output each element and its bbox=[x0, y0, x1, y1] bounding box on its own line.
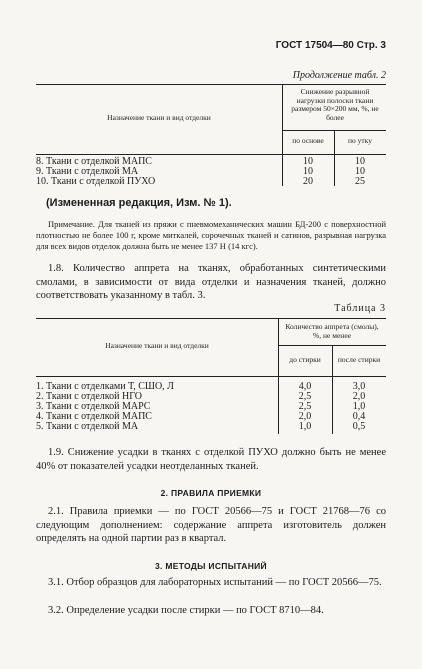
table3-header-rule bbox=[36, 376, 386, 377]
section-3-heading: 3. МЕТОДЫ ИСПЫТАНИЙ bbox=[155, 561, 267, 571]
table3-row: 1. Ткани с отделками Т, СШО, Л bbox=[36, 381, 174, 392]
table2-cell: 25 bbox=[355, 176, 365, 187]
amendment-note: (Измененная редакция, Изм. № 1). bbox=[46, 197, 232, 209]
table2-cell: 10 bbox=[355, 166, 365, 177]
table3-col-before: до стирки bbox=[289, 355, 321, 364]
table2-continuation: Продолжение табл. 2 bbox=[292, 70, 386, 81]
table3-caption: Таблица 3 bbox=[334, 303, 386, 314]
table3-col-after: после стирки bbox=[337, 355, 381, 364]
table2-col-warp: по основе bbox=[292, 136, 324, 145]
table2-cell: 10 bbox=[355, 156, 365, 167]
table3-cell: 2,5 bbox=[298, 401, 312, 412]
table3-divider bbox=[278, 318, 279, 376]
table2-cell: 20 bbox=[303, 176, 313, 187]
table2-row: 10. Ткани с отделкой ПУХО bbox=[36, 176, 156, 187]
table3-cell: 1,0 bbox=[352, 401, 366, 412]
table3-row: 2. Ткани с отделкой НГО bbox=[36, 391, 142, 402]
table2-col-weft: по утку bbox=[348, 136, 372, 145]
table3-cell: 2,0 bbox=[298, 411, 312, 422]
table2-cell: 10 bbox=[303, 156, 313, 167]
table2-body-divider bbox=[282, 154, 283, 186]
table3-cell: 0,5 bbox=[352, 421, 366, 432]
table3-cell: 2,0 bbox=[352, 391, 366, 402]
table3-col-name: Назначение ткани и вид отделки bbox=[105, 341, 209, 350]
table2-row: 9. Ткани с отделкой МА bbox=[36, 166, 139, 177]
paragraph-1-9: 1.9. Снижение усадки в тканях с отделкой ПУХО должно быть не менее 40% от показателей усадки неотделанных тканей. bbox=[36, 447, 386, 472]
table3-cell: 2,5 bbox=[298, 391, 312, 402]
table3-cell: 0,4 bbox=[352, 411, 366, 422]
table2-col-name: Назначение ткани и вид отделки bbox=[107, 113, 211, 122]
paragraph-1-8: 1.8. Количество аппрета на тканях, обработанных синтетическими смолами, в зависимости от вида отделки и назначения тканей, должно соответствовать указанному в табл. 3. bbox=[36, 263, 386, 301]
table-footnote: Примечание. Для тканей из пряжи с пневмомеханических машин БД-200 с поверхностной плотностью не более 100 г, кроме миткалей, сорочечных тканей и сатинов, разрывная нагрузка для всех видов отделок должна быть не менее 137 Н (14 кгс). bbox=[36, 219, 386, 251]
table2-row: 8. Ткани с отделкой МАПС bbox=[36, 156, 152, 167]
table3-cell: 4,0 bbox=[298, 381, 312, 392]
table3-col-group: Количество аппрета (смолы), %, не менее bbox=[285, 322, 379, 340]
table3-row: 4. Ткани с отделкой МАПС bbox=[36, 411, 152, 422]
table2-body-subdivider bbox=[334, 154, 335, 186]
paragraph-2-1: 2.1. Правила приемки — по ГОСТ 20566—75 и ГОСТ 21768—76 со следующим дополнением: содержание аппрета изготовитель должен определять на одной партии раз в квартал. bbox=[36, 506, 386, 544]
table2-cell: 10 bbox=[303, 166, 313, 177]
table2-group-rule bbox=[282, 130, 386, 131]
paragraph-3-2: 3.2. Определение усадки после стирки — по ГОСТ 8710—84. bbox=[48, 605, 324, 616]
table2-col-group: Снижение разрывной нагрузки полоски ткани размером 50×200 мм, %, не более bbox=[291, 87, 379, 122]
table3-cell: 3,0 bbox=[352, 381, 366, 392]
page-header: ГОСТ 17504—80 Стр. 3 bbox=[275, 40, 386, 51]
table3-body-subdivider bbox=[332, 376, 333, 434]
table3-group-rule bbox=[278, 345, 386, 346]
paragraph-3-1: 3.1. Отбор образцов для лабораторных испытаний — по ГОСТ 20566—75. bbox=[48, 577, 382, 588]
table2-top-rule bbox=[36, 84, 386, 85]
table3-cell: 1,0 bbox=[298, 421, 312, 432]
table3-top-rule bbox=[36, 318, 386, 319]
table3-row: 3. Ткани с отделкой МАРС bbox=[36, 401, 151, 412]
table3-row: 5. Ткани с отделкой МА bbox=[36, 421, 139, 432]
table3-body-divider bbox=[278, 376, 279, 434]
section-2-heading: 2. ПРАВИЛА ПРИЕМКИ bbox=[160, 488, 262, 498]
